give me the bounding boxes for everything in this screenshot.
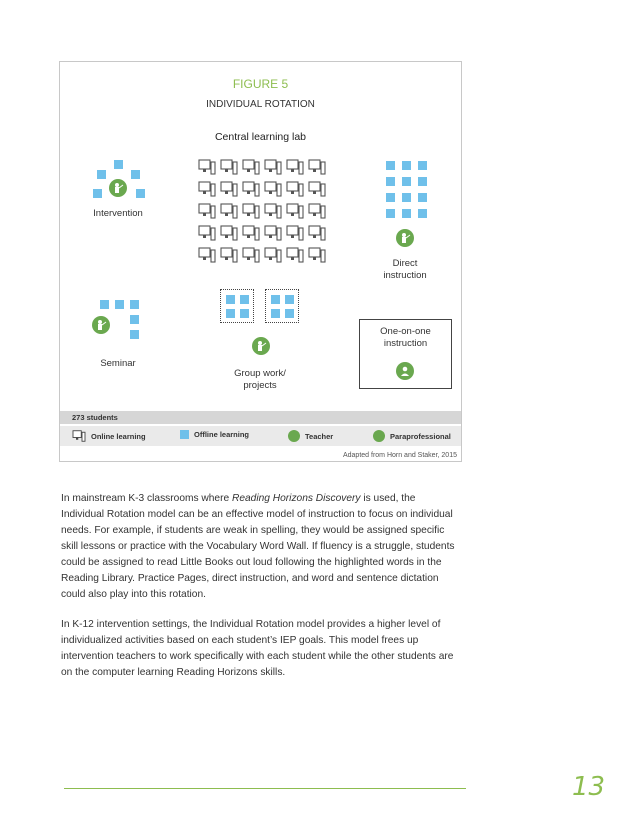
computer-icon (286, 181, 304, 197)
offline-square-icon (136, 189, 145, 198)
computer-icon (308, 159, 326, 175)
legend-label: Teacher (305, 431, 334, 441)
offline-square-icon (226, 309, 235, 318)
legend-offline (180, 430, 249, 439)
computer-icon (220, 203, 238, 219)
label-line: instruction (383, 270, 427, 281)
legend-label: Offline learning (194, 430, 250, 439)
label-line: instruction (383, 338, 428, 349)
computer-icon (308, 181, 326, 197)
offline-square-icon (285, 295, 294, 304)
computer-icon (308, 203, 326, 219)
teacher-icon (396, 229, 414, 247)
figure-title: INDIVIDUAL ROTATION (206, 99, 315, 110)
paraprofessional-icon (373, 430, 385, 442)
computer-icon (264, 159, 282, 175)
computer-icon (264, 247, 282, 263)
figure-5 (59, 61, 462, 462)
offline-square-icon (271, 295, 280, 304)
figure-number: FIGURE 5 (232, 77, 289, 91)
computer-icon (242, 181, 260, 197)
computer-icon (308, 225, 326, 241)
computer-icon (198, 225, 216, 241)
computer-icon (198, 247, 216, 263)
computer-icon (286, 247, 304, 263)
body-paragraph-1 (61, 491, 456, 603)
offline-square-icon (418, 193, 427, 202)
direct-instruction-label (365, 258, 445, 282)
offline-square-icon (402, 209, 411, 218)
teacher-icon (92, 316, 110, 334)
offline-square-icon (271, 309, 280, 318)
computer-icon (286, 225, 304, 241)
computer-icon (220, 225, 238, 241)
offline-square-icon (226, 295, 235, 304)
footer-rule (64, 788, 466, 789)
computer-icon (198, 203, 216, 219)
legend-count-bar (60, 411, 461, 424)
offline-square-icon (240, 295, 249, 304)
label-line: Group work/ (234, 368, 286, 379)
figure-credit: Adapted from Horn and Staker, 2015 (342, 452, 457, 459)
legend (60, 426, 461, 446)
offline-square-icon (180, 430, 189, 439)
seminar-label: Seminar (100, 358, 136, 369)
offline-square-icon (386, 193, 395, 202)
computer-icon (242, 225, 260, 241)
group-table (220, 289, 254, 323)
page-number: 13 (572, 772, 606, 802)
one-on-one-label (360, 326, 451, 350)
intervention-label: Intervention (93, 208, 143, 219)
teacher-icon (109, 179, 127, 197)
computer-icon (264, 203, 282, 219)
offline-square-icon (130, 330, 139, 339)
computer-icon (72, 430, 86, 442)
legend-para (373, 430, 451, 442)
offline-square-icon (130, 300, 139, 309)
offline-square-icon (418, 177, 427, 186)
computer-icon (242, 203, 260, 219)
teacher-icon (252, 337, 270, 355)
legend-teacher (288, 430, 333, 442)
computer-icon (264, 181, 282, 197)
computer-icon (286, 159, 304, 175)
computer-icon (220, 181, 238, 197)
offline-square-icon (93, 189, 102, 198)
body-paragraph-2: In K-12 intervention settings, the Individual Rotation model provides a higher level of individualized activities based on each student’s IEP goals. This model frees up intervention teachers to work specifically with each student while the other students are on the computer learning Reading Horizons skills. (61, 619, 454, 678)
offline-square-icon (418, 209, 427, 218)
offline-square-icon (386, 209, 395, 218)
offline-square-icon (402, 161, 411, 170)
offline-square-icon (97, 170, 106, 179)
computer-icon (286, 203, 304, 219)
offline-square-icon (386, 161, 395, 170)
offline-square-icon (115, 300, 124, 309)
computer-icon (242, 159, 260, 175)
offline-square-icon (100, 300, 109, 309)
computer-icon (242, 247, 260, 263)
computer-icon (198, 181, 216, 197)
offline-square-icon (402, 177, 411, 186)
label-line: Direct (392, 258, 418, 269)
teacher-icon (288, 430, 300, 442)
label-line: projects (243, 380, 277, 391)
computer-icon (198, 159, 216, 175)
offline-square-icon (130, 315, 139, 324)
computer-icon (264, 225, 282, 241)
text-span: is used, the Individual Rotation model can be an effective model of instruction to focus on individual needs. For example, if students are weak in spelling, they would be assigned specific skill lessons or practice with the Vocabulary Word Wall. If fluency is a struggle, students could be assigned to read Little Books out loud following the highlighted words in the Reading Library. Practice Pages, direct instruction, and word and sentence dictation could also play into this rotation. (61, 493, 455, 600)
offline-square-icon (240, 309, 249, 318)
legend-label: Paraprofessional (390, 431, 451, 441)
offline-square-icon (114, 160, 123, 169)
offline-square-icon (285, 309, 294, 318)
offline-square-icon (131, 170, 140, 179)
label-line: One-on-one (380, 326, 431, 337)
paraprofessional-icon (396, 362, 414, 380)
student-count: 273 students (72, 413, 118, 422)
central-lab-title: Central learning lab (214, 131, 307, 143)
group-work-label (215, 368, 305, 392)
legend-online (72, 430, 146, 442)
computer-icon (308, 247, 326, 263)
product-name: Reading Horizons Discovery (231, 493, 361, 504)
text-span: In mainstream K-3 classrooms where (61, 493, 232, 504)
one-on-one-box (359, 319, 452, 389)
group-table (265, 289, 299, 323)
computer-icon (220, 247, 238, 263)
offline-square-icon (418, 161, 427, 170)
offline-square-icon (386, 177, 395, 186)
computer-icon (220, 159, 238, 175)
offline-square-icon (402, 193, 411, 202)
legend-label: Online learning (91, 431, 146, 441)
